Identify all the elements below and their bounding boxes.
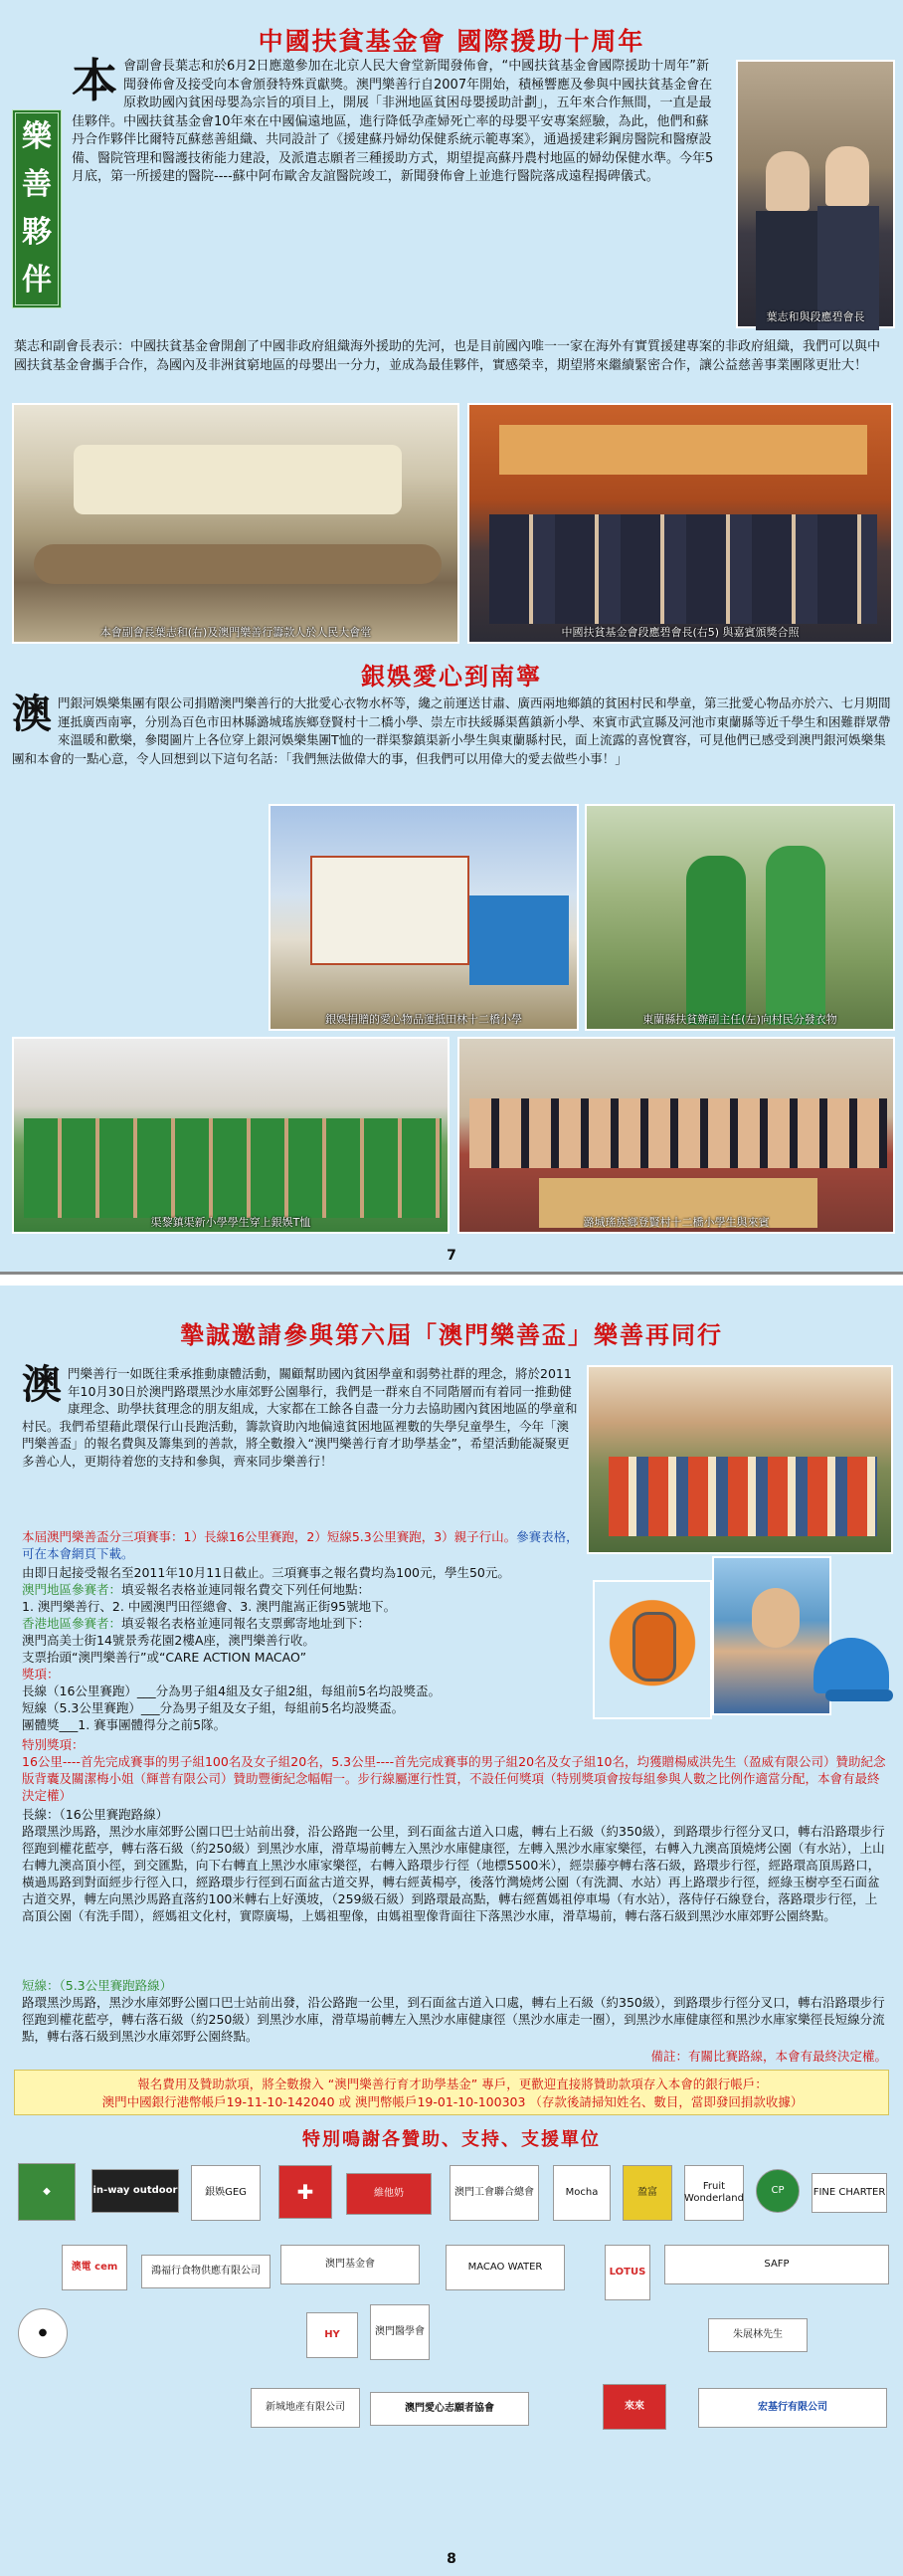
partner-badge-text: 樂 善 夥 伴 [22, 119, 52, 297]
special-awards-text: 16公里----首先完成賽事的男子組100名及女子組20名，5.3公里----首先完成賽事的男子組20名及女子組10名，均獲贈楊威洪先生（盈威有限公司）贊助紀念版背囊及關潔梅小姐（輝普有限公司）贊助豐衝紀念幅帽一。步行線屬運行性質，不設任何獎項（特別獎項會按每組參與人數之比例作適當分配，本會有最終決定權） [22, 1754, 886, 1803]
macau-text: 填妥報名表格並連同報名費交下列任何地點： [121, 1582, 371, 1597]
cross-icon: ✚ [278, 2165, 332, 2219]
macau-places: 1. 澳門樂善行、2. 中國澳門田徑總會、3. 澳門龍嵩正街95號地下。 [22, 1599, 397, 1614]
article-body-galaxy [12, 691, 893, 766]
sponsor-union: 澳門工會聯合總會 [450, 2165, 539, 2221]
article-title-galaxy: 銀娛愛心到南寧 [361, 663, 542, 691]
photo-award-group [467, 403, 893, 644]
sponsor-macau-foundation: 澳門基金會 [280, 2245, 420, 2284]
sponsor-fine-charter: FINE CHARTER [812, 2173, 887, 2213]
cap-shape [813, 1638, 889, 1693]
photo-caption: 銀娛捐贈的愛心物品運抵田林十二橋小學 [325, 1013, 522, 1026]
photo-school-children [457, 1037, 895, 1234]
event-title: 摯誠邀請參與第六屆「澳門樂善盃」樂善再同行 [180, 1321, 723, 1349]
sponsors-title: 特別鳴謝各贊助、支持、支援單位 [302, 2129, 601, 2150]
sponsor-safp: SAFP [664, 2245, 889, 2284]
awards-label: 獎項： [22, 1667, 60, 1682]
sponsor-mocha: Mocha [553, 2165, 611, 2221]
photo-caption: 潞城瑤族鄉登賢村十二橋小學生與來賓 [583, 1216, 770, 1229]
photo-caption: 渠黎鎮渠新小學學生穿上銀娛T恤 [150, 1216, 311, 1229]
hall-window [74, 445, 402, 514]
truck-shape [469, 895, 569, 985]
article-paragraph-2: 葉志和副會長表示：中國扶貧基金會開創了中國非政府組織海外援助的先河，也是目前國內唯一一家在海外有實質援建專案的非政府組織，我們可以與中國扶貧基金會攜手合作，為國內及非洲貧窮地區的母嬰出一分力，並成為最佳夥伴，實感榮幸，期望將來繼續緊密合作，讓公益慈善事業團隊更壯大！ [14, 339, 881, 373]
hk-label: 香港地區參賽者： [22, 1616, 122, 1631]
article-paragraph-3: 門銀河娛樂集團有限公司捐贈澳門樂善行的大批愛心衣物水杯等，纔之前運送甘肅、廣西兩地鄉鎮的貧困村民和學童，第三批愛心物品亦於六、七月期間運抵廣西南寧，分別為百色市田林縣潞城瑤族鄉登賢村十二橋小學、崇左市扶綏縣渠舊鎮新小學、來賓市武宣縣及河池市東蘭縣等近千學生和困難群眾帶來溫暖和歡樂，參閱圖片上各位穿上銀河娛樂集團T恤的一群渠黎鎮渠新小學生與東蘭縣村民，面上流露的喜悅寶容，可見他們已感受到澳門銀河娛樂集團和本會的一點心意，令人回想到以下這句名話：「我們無法做偉大的事，但我們可以用偉大的愛去做些小事！」 [12, 695, 891, 766]
short-route-text: 路環黑沙馬路，黑沙水庫郊野公園口巴士站前出發，沿公路跑一公里，到石面盆古道入口處，轉右上石級（約350級），到路環步行徑分叉口，轉右沿路環步行徑跑到權花藍亭，轉右落石級（約250級）到黑沙水庫，滑草場前轉左入黑沙水庫健康徑（黑沙水庫走一圈），到黑沙水庫健康徑和黑沙水庫家樂徑長短線分流點，轉右落石級到黑沙水庫郊野公園終點。 [22, 1995, 885, 2044]
event-intro [22, 1361, 579, 1524]
sponsor-vitasoy: 維他奶 [346, 2173, 432, 2215]
sponsor-macao-water: MACAO WATER [446, 2245, 565, 2290]
banner-shape [499, 425, 867, 475]
hk-text: 填妥報名表格並連同報名支票郵寄地址到下： [121, 1616, 371, 1631]
photo-caption: 本會副會長葉志和(右)及澳門樂善行籌款人於人民大會堂 [99, 626, 372, 639]
photo-villagers [585, 804, 895, 1031]
photo-caption: 葉志和與段應碧會長 [766, 310, 865, 323]
photo-cap [806, 1620, 895, 1719]
sponsor-lai-lai: 來來 [603, 2384, 666, 2430]
award-long: 長線（16公里賽跑）___分為男子組4組及女子組2組，每組前5名均設獎盃。 [22, 1684, 442, 1698]
backpack-shape [632, 1612, 676, 1682]
sponsor-cem: 澳電 cem [62, 2245, 127, 2290]
sponsor-hy: HY [306, 2312, 358, 2358]
photo-students [12, 1037, 450, 1234]
cheque-payee: 支票抬頭“澳門樂善行”或“CARE ACTION MACAO” [22, 1650, 307, 1665]
school-building [310, 856, 469, 965]
long-route-label: 長線：（16公里賽跑路線） [22, 1807, 169, 1822]
runners-row [609, 1457, 877, 1536]
sponsor-yingfu: 盈富 [623, 2165, 672, 2221]
photo-caption: 東蘭縣扶貧辦副主任(左)向村民分發衣物 [642, 1013, 837, 1026]
person-shape [766, 846, 825, 1025]
event-routes-line [22, 1528, 579, 1562]
special-awards-label: 特別獎項： [22, 1737, 85, 1752]
sponsor-logo-icon: ◆ [18, 2163, 76, 2221]
sponsor-volunteers: 澳門愛心志願者協會 [370, 2392, 529, 2426]
download-form-link[interactable]: 參賽表格，可在本會網頁下載。 [22, 1529, 579, 1561]
event-routes: 本屆澳門樂善盃分三項賽事：1）長線16公里賽跑，2）短線5.3公里賽跑，3）親子行山。 [22, 1529, 517, 1544]
sponsors-grid [12, 2159, 893, 2563]
partner-badge [12, 109, 62, 308]
page-number: 8 [447, 2551, 456, 2567]
table-shape [34, 544, 442, 584]
hk-registration [22, 1615, 579, 1632]
bank-info-line-1: 報名費用及贊助款項，將全數撥入 “澳門樂善行育才助學基金” 專戶，更歡迎直接將贊助款項存入本會的銀行帳戶： [137, 2077, 768, 2091]
students-row [24, 1118, 442, 1218]
sponsor-hunghok: 鴻福行食物供應有限公司 [141, 2255, 271, 2288]
route-note: 備註：有關比賽路線，本會有最終決定權。 [650, 2049, 887, 2064]
drop-cap: 澳 [22, 1361, 62, 1408]
long-route-text: 路環黑沙馬路，黑沙水庫郊野公園口巴士站前出發，沿公路跑一公里，到石面盆古道入口處，轉右上石級（約350級），到路環步行徑分叉口，轉右沿路環步行徑跑到權花藍亭，轉右落石級（約250級）到黑沙水庫，滑草場前轉左入黑沙水庫健康徑，左轉入黑沙水庫家樂徑，右轉入九澳高頂燒烤公園（有水站），上山右轉九澳高頂小徑，到交匯點，向下右轉直上黑沙水庫家樂徑，右轉入路環步行徑（地標5500米），經崇藤亭轉右落石級，路環步行徑，經路環高頂馬路口，橫過馬路到對面經步行徑入口，經路環步行徑到石面盆古道交界，轉右經黃楊亭，後落竹灣燒烤公園（有洗澗、水站）再上路環步行徑，經綠玉樹亭至石面盆古道交界，轉左向黑沙馬路直落約100米轉右上好漢坡，（259級石級）到路環最高點，轉右經舊媽祖停車場（有水站），落侍仔石線登台，落路環步行徑，上高頂公園（有洗手間），經媽祖文化村，實際廣場，上媽祖聖像，由媽祖聖像背面往下落黑沙水庫，滑草場前，轉右落石級到黑沙水庫郊野公園終點。 [22, 1824, 885, 1923]
event-intro-text: 門樂善行一如既往秉承推動康體活動，關顧幫助國內貧困學童和弱勢社群的理念，將於2011年10月30日於澳門路環黑沙水庫郊野公園舉行，我們是一群來自不同階層而有着同一推動健康理念、助學扶貧理念的朋友組成，大家都在工餘各自盡一分力去協助國內貧困地區的學童和村民。我們希望藉此環保行山長跑活動，籌款資助內地偏遠貧困地區裡數的失學兒童學生，今年「澳門樂善盃」的報名費與及籌集到的善款，將全數撥入“澳門樂善行育才助學基金”，希望活動能凝聚更多善心人，更期待着您的支持和參與，齊來同步樂善行！ [22, 1366, 578, 1469]
page-number: 7 [447, 1248, 456, 1264]
face-shape [752, 1588, 800, 1648]
sponsor-fruit-wonderland: Fruit Wonderland [684, 2165, 744, 2221]
sponsor-inway: in-way outdoor [91, 2169, 179, 2213]
photo-runners [587, 1365, 893, 1554]
photo-meeting-hall [12, 403, 459, 644]
article-title-poverty-fund: 中國扶貧基金會 國際援助十周年 [258, 27, 645, 56]
page-7 [0, 0, 903, 1272]
sponsor-chu-chin-lam: 朱展林先生 [708, 2318, 808, 2352]
children-row [469, 1098, 887, 1168]
photo-portrait [736, 60, 895, 328]
bank-info-box [14, 2070, 889, 2115]
page-separator [0, 1272, 903, 1286]
photo-truck [269, 804, 579, 1031]
award-team: 團體獎___1. 賽事團體得分之前5隊。 [22, 1717, 227, 1732]
sponsor-new-city: 新城地產有限公司 [251, 2388, 360, 2428]
article-paragraph-1: 會副會長葉志和於6月2日應邀參加在北京人民大會堂新聞發佈會，“中國扶貧基金會國際援助十周年”新聞發佈會及接受向本會頒發特殊貢獻獎。澳門樂善行自2007年開始，積極響應及參與中國扶貧基金會在原救助國內貧困母嬰為宗旨的項目上，開展「非洲地區貧困母嬰援助計劃」，五年來合作無間，一直是最佳夥伴。中國扶貧基金會10年來在中國偏遠地區，進行降低孕產婦死亡率的母嬰平安專案經驗，為此，他們和蘇丹合作夥伴比爾特瓦蘇慈善組織、共同設計了《援建蘇丹婦幼保健系統示範專案》，通過援建彩鋼房醫院和醫療設備、醫院管理和醫護技術能力建設，及派遣志願者三種援助方式，期望提高蘇丹農村地區的婦幼保健水準。今年5月底，第一所援建的醫院----蘇中阿布歐舍友誼醫院竣工，新聞發佈會上並進行醫院落成遠程揭碑儀式。 [72, 59, 714, 184]
sponsor-wang-kei: 宏基行有限公司 [698, 2388, 887, 2428]
person-shape [686, 856, 746, 1025]
sponsor-lotus: LOTUS [605, 2245, 650, 2300]
article-body-1 [72, 54, 720, 336]
short-route-label: 短線：（5.3公里賽跑路線） [22, 1978, 173, 1993]
drop-cap: 本 [72, 54, 117, 107]
photo-caption: 中國扶貧基金會段應碧會長(右5) 與嘉賓頒獎合照 [561, 626, 800, 639]
sponsor-geg: 銀娛GEG [191, 2165, 261, 2221]
sponsor-cp: CP [756, 2169, 800, 2213]
award-short: 短線（5.3公里賽跑）___分為男子組及女子組，每組前5名均設獎盃。 [22, 1700, 405, 1715]
person-shape [766, 151, 810, 211]
people-row [489, 514, 877, 624]
drop-cap: 澳 [12, 691, 52, 737]
cap-brim-shape [825, 1689, 893, 1701]
macau-label: 澳門地區參賽者： [22, 1582, 122, 1597]
page-8 [0, 1286, 903, 2576]
sponsor-round-logo-icon: ● [18, 2308, 68, 2358]
macau-registration [22, 1581, 579, 1598]
hk-address: 澳門高美士街14號景秀花園2樓A座，澳門樂善行收。 [22, 1633, 315, 1648]
sponsor-medical: 澳門醫學會 [370, 2304, 430, 2360]
registration-deadline: 由即日起接受報名至2011年10月11日截止。三項賽事之報名費均為100元，學生50元。 [22, 1565, 510, 1580]
bank-info-line-2: 澳門中國銀行港幣帳戶19-11-10-142040 或 澳門幣帳戶19-01-10-100303 （存款後請掃知姓名、數目，當即發回捐款收據） [101, 2094, 804, 2109]
person-shape [825, 146, 869, 206]
photo-backpack [593, 1580, 712, 1719]
